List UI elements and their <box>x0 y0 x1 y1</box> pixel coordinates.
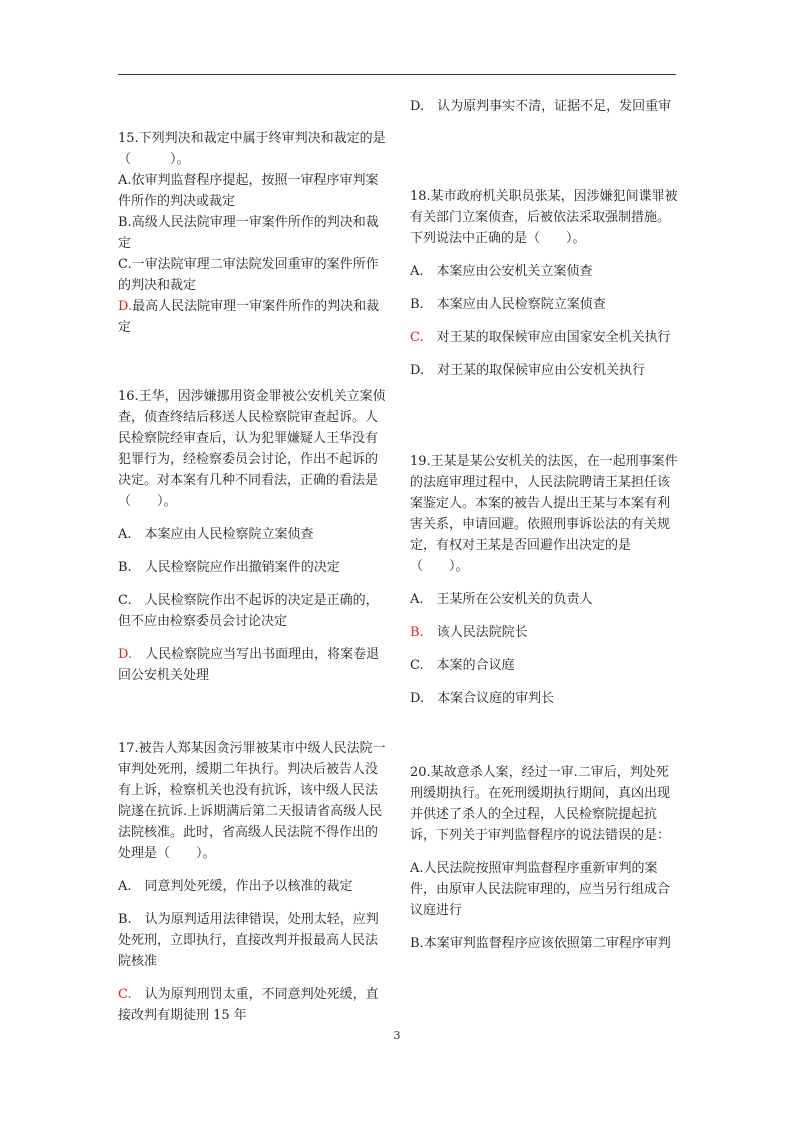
option-b <box>410 933 678 954</box>
question-17 <box>118 738 386 1026</box>
question-18 <box>410 186 678 381</box>
question-20 <box>410 762 678 954</box>
question-stem: 16.王华，因涉嫌挪用资金罪被公安机关立案侦查，侦查终结后移送人民检察院审查起诉。人民检察院经审查后，认为犯罪嫌疑人王华没有犯罪行为，经检察委员会讨论，作出不起诉的决定。对本案有几种不同看法，正确的看法是（ ）。 <box>118 389 386 509</box>
option-a <box>410 858 678 921</box>
option-b <box>118 212 386 254</box>
option-text: 同意判处死缓，作出予以核准的裁定 <box>131 879 353 894</box>
question-stem: 18.某市政府机关职员张某，因涉嫌犯间谍罪被有关部门立案侦查，后被依法采取强制措施。下列说法中正确的是（ ）。 <box>410 189 678 246</box>
option-d <box>410 688 678 709</box>
option-c <box>410 327 678 348</box>
option-letter: A. <box>118 527 132 542</box>
option-letter: D. <box>118 299 133 314</box>
option-text: 人民检察院作出不起诉的决定是正确的，但不应由检察委员会讨论决定 <box>118 593 379 629</box>
question-stem: 19.王某是某公安机关的法医，在一起刑事案件的法庭审理过程中，人民法院聘请王某担任该案鉴定人。本案的被告人提出王某与本案有利害关系，申请回避。依照刑事诉讼法的有关规定，有权对王某是否回避作出决定的是（ ）。 <box>410 454 678 574</box>
option-letter: D. <box>118 647 133 662</box>
option-a <box>118 524 386 545</box>
option-text: 认为原判适用法律错误，处刑太轻，应判处死刑，立即执行，直接改判并报最高人民法院核准 <box>118 912 379 969</box>
option-letter: A. <box>410 861 424 876</box>
question-16 <box>118 386 386 686</box>
option-a <box>118 170 386 212</box>
option-text: 本案的合议庭 <box>423 658 515 673</box>
option-letter: B. <box>118 560 132 575</box>
question-stem: 15.下列判决和裁定中属于终审判决和裁定的是（ ）。 <box>118 131 386 167</box>
option-b <box>410 294 678 315</box>
option-text: 高级人民法院审理一审案件所作的判决和裁定 <box>118 215 379 251</box>
option-text: 王某所在公安机关的负责人 <box>423 592 593 607</box>
option-text: 认为原判刑罚太重，不同意判处死缓，直接改判有期徒刑 15 年 <box>118 987 379 1023</box>
option-text: 对王某的取保候审应由公安机关执行 <box>424 363 646 378</box>
option-b <box>118 557 386 578</box>
option-text: 本案应由公安机关立案侦查 <box>423 264 593 279</box>
option-d <box>410 360 678 381</box>
option-text: 对王某的取保候审应由国家安全机关执行 <box>423 330 671 345</box>
option-letter: B. <box>410 936 424 951</box>
option-text: 人民检察院应当写出书面理由，将案卷退回公安机关处理 <box>118 647 380 683</box>
option-text: 认为原判事实不清，证据不足，发回重审 <box>424 99 672 114</box>
option-letter: A. <box>410 264 424 279</box>
option-text: 本案审判监督程序应该依照第二审程序审判 <box>423 936 671 951</box>
question-15 <box>118 128 386 338</box>
option-b <box>410 622 678 643</box>
option-d <box>410 96 678 117</box>
option-letter: A. <box>410 592 424 607</box>
option-c <box>410 655 678 676</box>
question-stem: 17.被告人郑某因贪污罪被某市中级人民法院一审判处死刑，缓期二年执行。判决后被告人没有上诉，检察机关也没有抗诉，该中级人民法院遂在抗诉.上诉期满后第二天报请省高级人民法院核准。此时，省高级人民法院不得作出的处理是（ ）。 <box>118 741 386 861</box>
option-text: 本案合议庭的审判长 <box>424 691 555 706</box>
option-letter: C. <box>410 330 424 345</box>
option-letter: B. <box>118 215 132 230</box>
option-letter: B. <box>410 297 424 312</box>
option-letter: D. <box>410 363 425 378</box>
option-letter: C. <box>118 987 132 1002</box>
option-text: 人民检察院应作出撤销案件的决定 <box>131 560 340 575</box>
option-text: 人民法院按照审判监督程序重新审判的案件，由原审人民法院审理的，应当另行组成合议庭进行 <box>410 861 671 918</box>
option-letter: D. <box>410 691 425 706</box>
option-text: 一审法院审理二审法院发回重审的案件所作的判决和裁定 <box>118 257 379 293</box>
header-rule <box>118 74 676 75</box>
option-c <box>118 590 386 632</box>
option-d <box>118 296 386 338</box>
option-a <box>410 589 678 610</box>
option-letter: D. <box>410 99 425 114</box>
option-letter: B. <box>118 912 132 927</box>
option-c <box>118 984 386 1026</box>
question-17-continued <box>410 96 678 117</box>
option-letter: C. <box>410 658 424 673</box>
option-a <box>118 876 386 897</box>
option-letter: B. <box>410 625 424 640</box>
question-stem: 20.某故意杀人案，经过一审.二审后，判处死刑缓期执行。在死刑缓期执行期间，真凶出现并供述了杀人的全过程，人民检察院提起抗诉，下列关于审判监督程序的说法错误的是： <box>410 765 671 843</box>
option-text: 本案应由人民检察院立案侦查 <box>423 297 606 312</box>
option-text: 该人民法院院长 <box>423 625 528 640</box>
option-text: 最高人民法院审理一审案件所作的判决和裁定 <box>118 299 380 335</box>
option-letter: C. <box>118 257 132 272</box>
option-c <box>118 254 386 296</box>
question-19 <box>410 451 678 709</box>
option-text: 依审判监督程序提起，按照一审程序审判案件所作的判决或裁定 <box>118 173 379 209</box>
option-letter: C. <box>118 593 132 608</box>
option-a <box>410 261 678 282</box>
option-letter: A. <box>118 173 132 188</box>
option-text: 本案应由人民检察院立案侦查 <box>131 527 314 542</box>
option-d <box>118 644 386 686</box>
option-letter: A. <box>118 879 132 894</box>
page-number: 3 <box>393 1029 401 1042</box>
option-b <box>118 909 386 972</box>
